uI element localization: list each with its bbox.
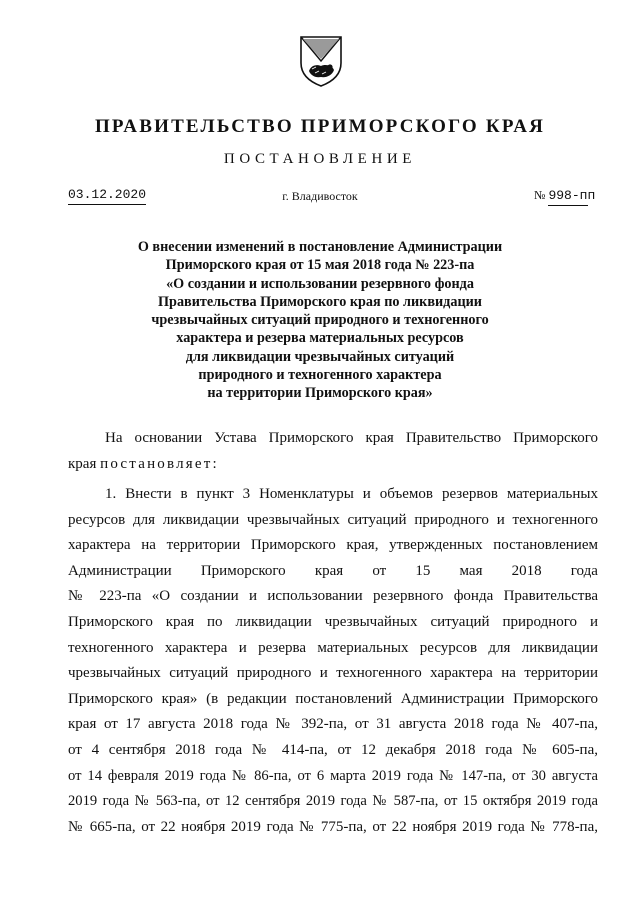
paragraph-line: края от 17 августа 2018 года № 392-па, от 31 августа 2018 года № 407-па, bbox=[68, 716, 598, 733]
paragraph-word: края bbox=[314, 562, 344, 579]
preamble-line: На основании Устава Приморского края Правительство Приморского bbox=[105, 430, 598, 446]
paragraph-line bbox=[68, 559, 598, 585]
paragraph-line: 1. Внести в пункт 3 Номенклатуры и объемов резервов материальных bbox=[105, 486, 598, 502]
document-number-block bbox=[534, 186, 598, 206]
title-line: Правительства Приморского края по ликвидации bbox=[158, 293, 482, 310]
primorsky-krai-coat-of-arms-icon bbox=[299, 35, 343, 87]
paragraph-word: от bbox=[372, 562, 387, 579]
paragraph-word: Приморского bbox=[200, 562, 286, 579]
document-title bbox=[0, 238, 640, 403]
title-line: для ликвидации чрезвычайных ситуаций bbox=[185, 348, 455, 365]
paragraph-line: Приморского края по ликвидации чрезвычайных ситуаций природного и bbox=[68, 613, 598, 630]
paragraph-word: Администрации bbox=[68, 562, 172, 579]
title-line: чрезвычайных ситуаций природного и техногенного bbox=[151, 312, 489, 329]
paragraph-1 bbox=[68, 482, 598, 840]
title-line: природного и техногенного характера bbox=[198, 367, 442, 384]
document-type: ПОСТАНОВЛЕНИЕ bbox=[223, 151, 417, 167]
paragraph-line: характера на территории Приморского края, утвержденных постановлением bbox=[68, 537, 598, 554]
title-line: «О создании и использовании резервного фонда bbox=[166, 275, 474, 292]
paragraph-line: Приморского края» (в редакции постановлений Администрации Приморского bbox=[68, 690, 598, 707]
document-city: г. Владивосток bbox=[282, 189, 358, 203]
paragraph-line: чрезвычайных ситуаций природного и техногенного характера на территории bbox=[68, 665, 598, 682]
paragraph-line: 2019 года № 563-па, от 12 сентября 2019 года № 587-па, от 15 октября 2019 года bbox=[68, 793, 598, 810]
document-date: 03.12.2020 bbox=[68, 186, 146, 205]
document-number: 998-пп bbox=[548, 187, 588, 206]
paragraph-word: 2018 bbox=[511, 562, 542, 579]
document-meta bbox=[0, 186, 640, 208]
title-line: О внесении изменений в постановление Администрации bbox=[137, 239, 503, 255]
paragraph-line: № 665-па, от 22 ноября 2019 года № 775-па, от 22 ноября 2019 года № 778-па, bbox=[68, 818, 598, 835]
paragraph-word: 15 bbox=[415, 562, 431, 579]
government-title: ПРАВИТЕЛЬСТВО ПРИМОРСКОГО КРАЯ bbox=[94, 116, 546, 137]
paragraph-word: года bbox=[570, 562, 598, 579]
number-sign: № bbox=[534, 188, 546, 202]
title-line: характера и резерва материальных ресурсов bbox=[176, 330, 464, 347]
decree-word: постановляет: bbox=[100, 455, 219, 472]
paragraph-line: техногенного характера и резерва материальных ресурсов для ликвидации bbox=[68, 639, 598, 656]
paragraph-line: ресурсов для ликвидации чрезвычайных ситуаций природного и техногенного bbox=[68, 511, 598, 528]
paragraph-line: от 4 сентября 2018 года № 414-па, от 12 декабря 2018 года № 605-па, bbox=[68, 741, 598, 758]
preamble bbox=[68, 426, 598, 477]
paragraph-line: от 14 февраля 2019 года № 86-па, от 6 марта 2019 года № 147-па, от 30 августа bbox=[68, 767, 598, 784]
title-line: Приморского края от 15 мая 2018 года № 223-па bbox=[165, 257, 475, 274]
paragraph-word: мая bbox=[459, 562, 483, 579]
preamble-line bbox=[68, 452, 598, 478]
title-line: на территории Приморского края» bbox=[207, 385, 433, 402]
preamble-text: края bbox=[68, 455, 101, 472]
paragraph-line: № 223-па «О создании и использовании резервного фонда Правительства bbox=[68, 588, 598, 605]
